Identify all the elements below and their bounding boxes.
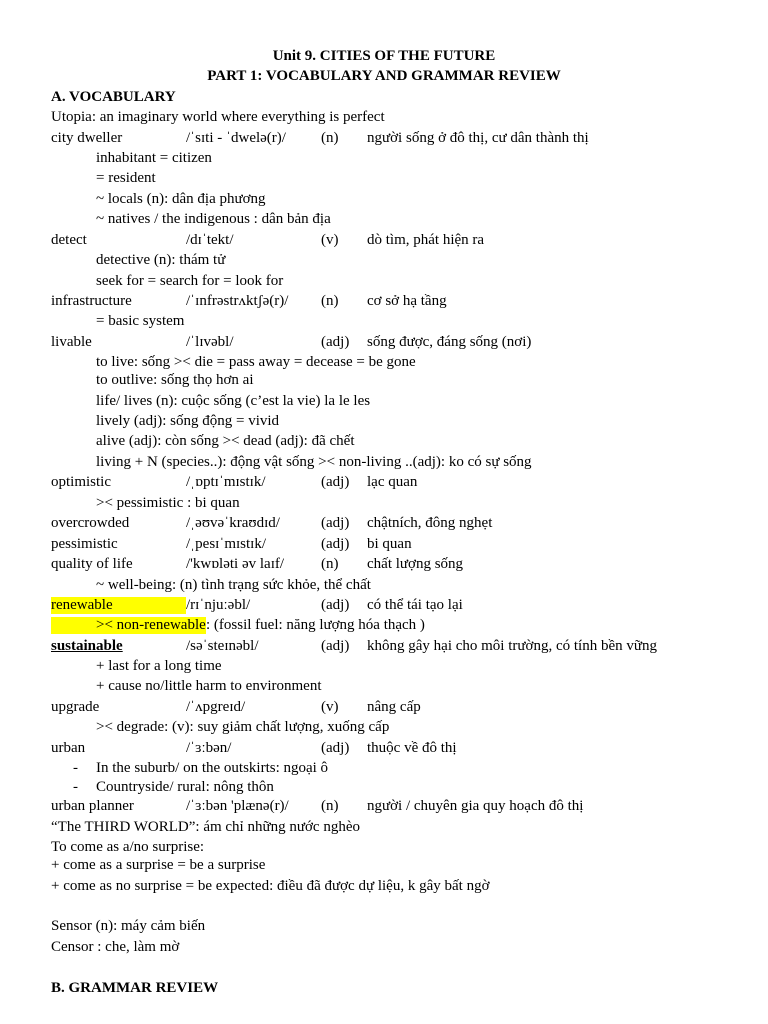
- non-renewable-rest: : (fossil fuel: năng lượng hóa thạch ): [206, 617, 425, 633]
- page-title: Unit 9. CITIES OF THE FUTURE: [272, 48, 496, 64]
- entry-pos: (adj): [321, 515, 350, 531]
- sustainable-underlined: sustainable: [51, 638, 123, 654]
- entry-ipa: /ˌɒptɪˈmɪstɪk/: [186, 474, 266, 490]
- entry-ipa: /dɪˈtekt/: [186, 232, 234, 248]
- entry-meaning: dò tìm, phát hiện ra: [367, 232, 485, 248]
- entry-pos: (adj): [321, 597, 350, 613]
- note-inhabitant: inhabitant = citizen: [96, 150, 212, 166]
- entry-pos: (n): [321, 293, 339, 309]
- entry-pos: (adj): [321, 474, 350, 490]
- entry-word: pessimistic: [51, 536, 118, 552]
- entry-ipa: /ˌəʊvəˈkraʊdɪd/: [186, 515, 280, 531]
- note-resident: = resident: [96, 170, 156, 186]
- entry-word: city dweller: [51, 130, 123, 146]
- entry-ipa: /ˈʌpgreɪd/: [186, 699, 246, 715]
- entry-pos: (adj): [321, 638, 350, 654]
- entry-meaning: nâng cấp: [367, 699, 421, 715]
- entry-ipa: /ˈsɪti - ˈdwelə(r)/: [186, 130, 286, 146]
- sensor-line: Sensor (n): máy cảm biến: [51, 918, 206, 934]
- entry-ipa: /ˈɜːbən 'plænə(r)/: [186, 798, 289, 814]
- entry-ipa: /ˈɜːbən/: [186, 740, 232, 756]
- note-degrade: >< degrade: (v): suy giảm chất lượng, xuống cấp: [96, 719, 390, 735]
- entry-word: detect: [51, 232, 87, 248]
- bullet-text: In the suburb/ on the outskirts: ngoại ô: [96, 760, 329, 776]
- non-renewable-highlighted: >< non-renewable: [96, 617, 206, 633]
- entry-word: optimistic: [51, 474, 111, 490]
- entry-word: infrastructure: [51, 293, 132, 309]
- note-no-harm: + cause no/little harm to environment: [96, 678, 322, 694]
- note-life: life/ lives (n): cuộc sống (c’est la vie) la le les: [96, 393, 371, 409]
- come-surprise-line: + come as a surprise = be a surprise: [51, 857, 266, 873]
- page-subtitle: PART 1: VOCABULARY AND GRAMMAR REVIEW: [207, 68, 561, 84]
- note-outlive: to outlive: sống thọ hơn ai: [96, 372, 254, 388]
- entry-word: urban planner: [51, 798, 134, 814]
- note-to-live: to live: sống >< die = pass away = decease = be gone: [96, 354, 416, 370]
- entry-pos: (adj): [321, 334, 350, 350]
- censor-line: Censor : che, làm mờ: [51, 939, 180, 955]
- entry-pos: (adj): [321, 740, 350, 756]
- utopia-line: Utopia: an imaginary world where everything is perfect: [51, 109, 385, 125]
- bullet-text: Countryside/ rural: nông thôn: [96, 779, 274, 795]
- entry-ipa: /ˈlɪvəbl/: [186, 334, 234, 350]
- dash-marker: -: [73, 779, 78, 795]
- entry-word: renewable: [51, 597, 113, 613]
- entry-ipa: /'kwɒləti əv laɪf/: [186, 556, 285, 572]
- third-world-line: “The THIRD WORLD”: ám chỉ những nước nghèo: [51, 819, 360, 835]
- entry-meaning: sống được, đáng sống (nơi): [367, 334, 532, 350]
- entry-meaning: có thể tái tạo lại: [367, 597, 463, 613]
- note-basic-system: = basic system: [96, 313, 185, 329]
- entry-pos: (n): [321, 130, 339, 146]
- entry-meaning: chất lượng sống: [367, 556, 464, 572]
- note-living: living + N (species..): động vật sống >< non-living ..(adj): ko có sự sống: [96, 454, 532, 470]
- note-natives: ~ natives / the indigenous : dân bản địa: [96, 211, 331, 227]
- entry-word: urban: [51, 740, 86, 756]
- entry-meaning: thuộc về đô thị: [367, 740, 457, 756]
- note-alive: alive (adj): còn sống >< dead (adj): đã chết: [96, 433, 355, 449]
- entry-word: quality of life: [51, 556, 133, 572]
- come-as-line: To come as a/no surprise:: [51, 839, 205, 855]
- note-pessimistic: >< pessimistic : bi quan: [96, 495, 240, 511]
- note-locals: ~ locals (n): dân địa phương: [96, 191, 266, 207]
- entry-pos: (n): [321, 556, 339, 572]
- note-seek: seek for = search for = look for: [96, 273, 284, 289]
- note-last-long: + last for a long time: [96, 658, 222, 674]
- entry-meaning: lạc quan: [367, 474, 418, 490]
- entry-ipa: /ˈɪnfrəstrʌktʃə(r)/: [186, 293, 289, 309]
- entry-pos: (v): [321, 232, 339, 248]
- entry-pos: (n): [321, 798, 339, 814]
- entry-meaning: người sống ở đô thị, cư dân thành thị: [367, 130, 589, 146]
- entry-pos: (v): [321, 699, 339, 715]
- entry-meaning: bi quan: [367, 536, 412, 552]
- entry-meaning: người / chuyên gia quy hoạch đô thị: [367, 798, 584, 814]
- entry-ipa: /rɪˈnjuːəbl/: [186, 597, 251, 613]
- come-no-surprise-line: + come as no surprise = be expected: điều đã được dự liệu, k gây bất ngờ: [51, 878, 490, 894]
- dash-marker: -: [73, 760, 78, 776]
- entry-word: [51, 636, 143, 656]
- entry-meaning: chậtních, đông nghẹt: [367, 515, 493, 531]
- entry-word: upgrade: [51, 699, 100, 715]
- entry-meaning: cơ sở hạ tầng: [367, 293, 447, 309]
- entry-ipa: /səˈsteɪnəbl/: [186, 638, 259, 654]
- entry-ipa: /ˌpesɪˈmɪstɪk/: [186, 536, 266, 552]
- section-b-heading: B. GRAMMAR REVIEW: [51, 980, 219, 996]
- note-wellbeing: ~ well-being: (n) tình trạng sức khỏe, thể chất: [96, 577, 371, 593]
- entry-pos: (adj): [321, 536, 350, 552]
- entry-meaning: không gây hại cho môi trường, có tính bền vững: [367, 638, 657, 654]
- note-lively: lively (adj): sống động = vivid: [96, 413, 280, 429]
- note-detective: detective (n): thám tử: [96, 252, 226, 268]
- section-a-heading: A. VOCABULARY: [51, 89, 176, 105]
- entry-word: overcrowded: [51, 515, 130, 531]
- entry-word: livable: [51, 334, 92, 350]
